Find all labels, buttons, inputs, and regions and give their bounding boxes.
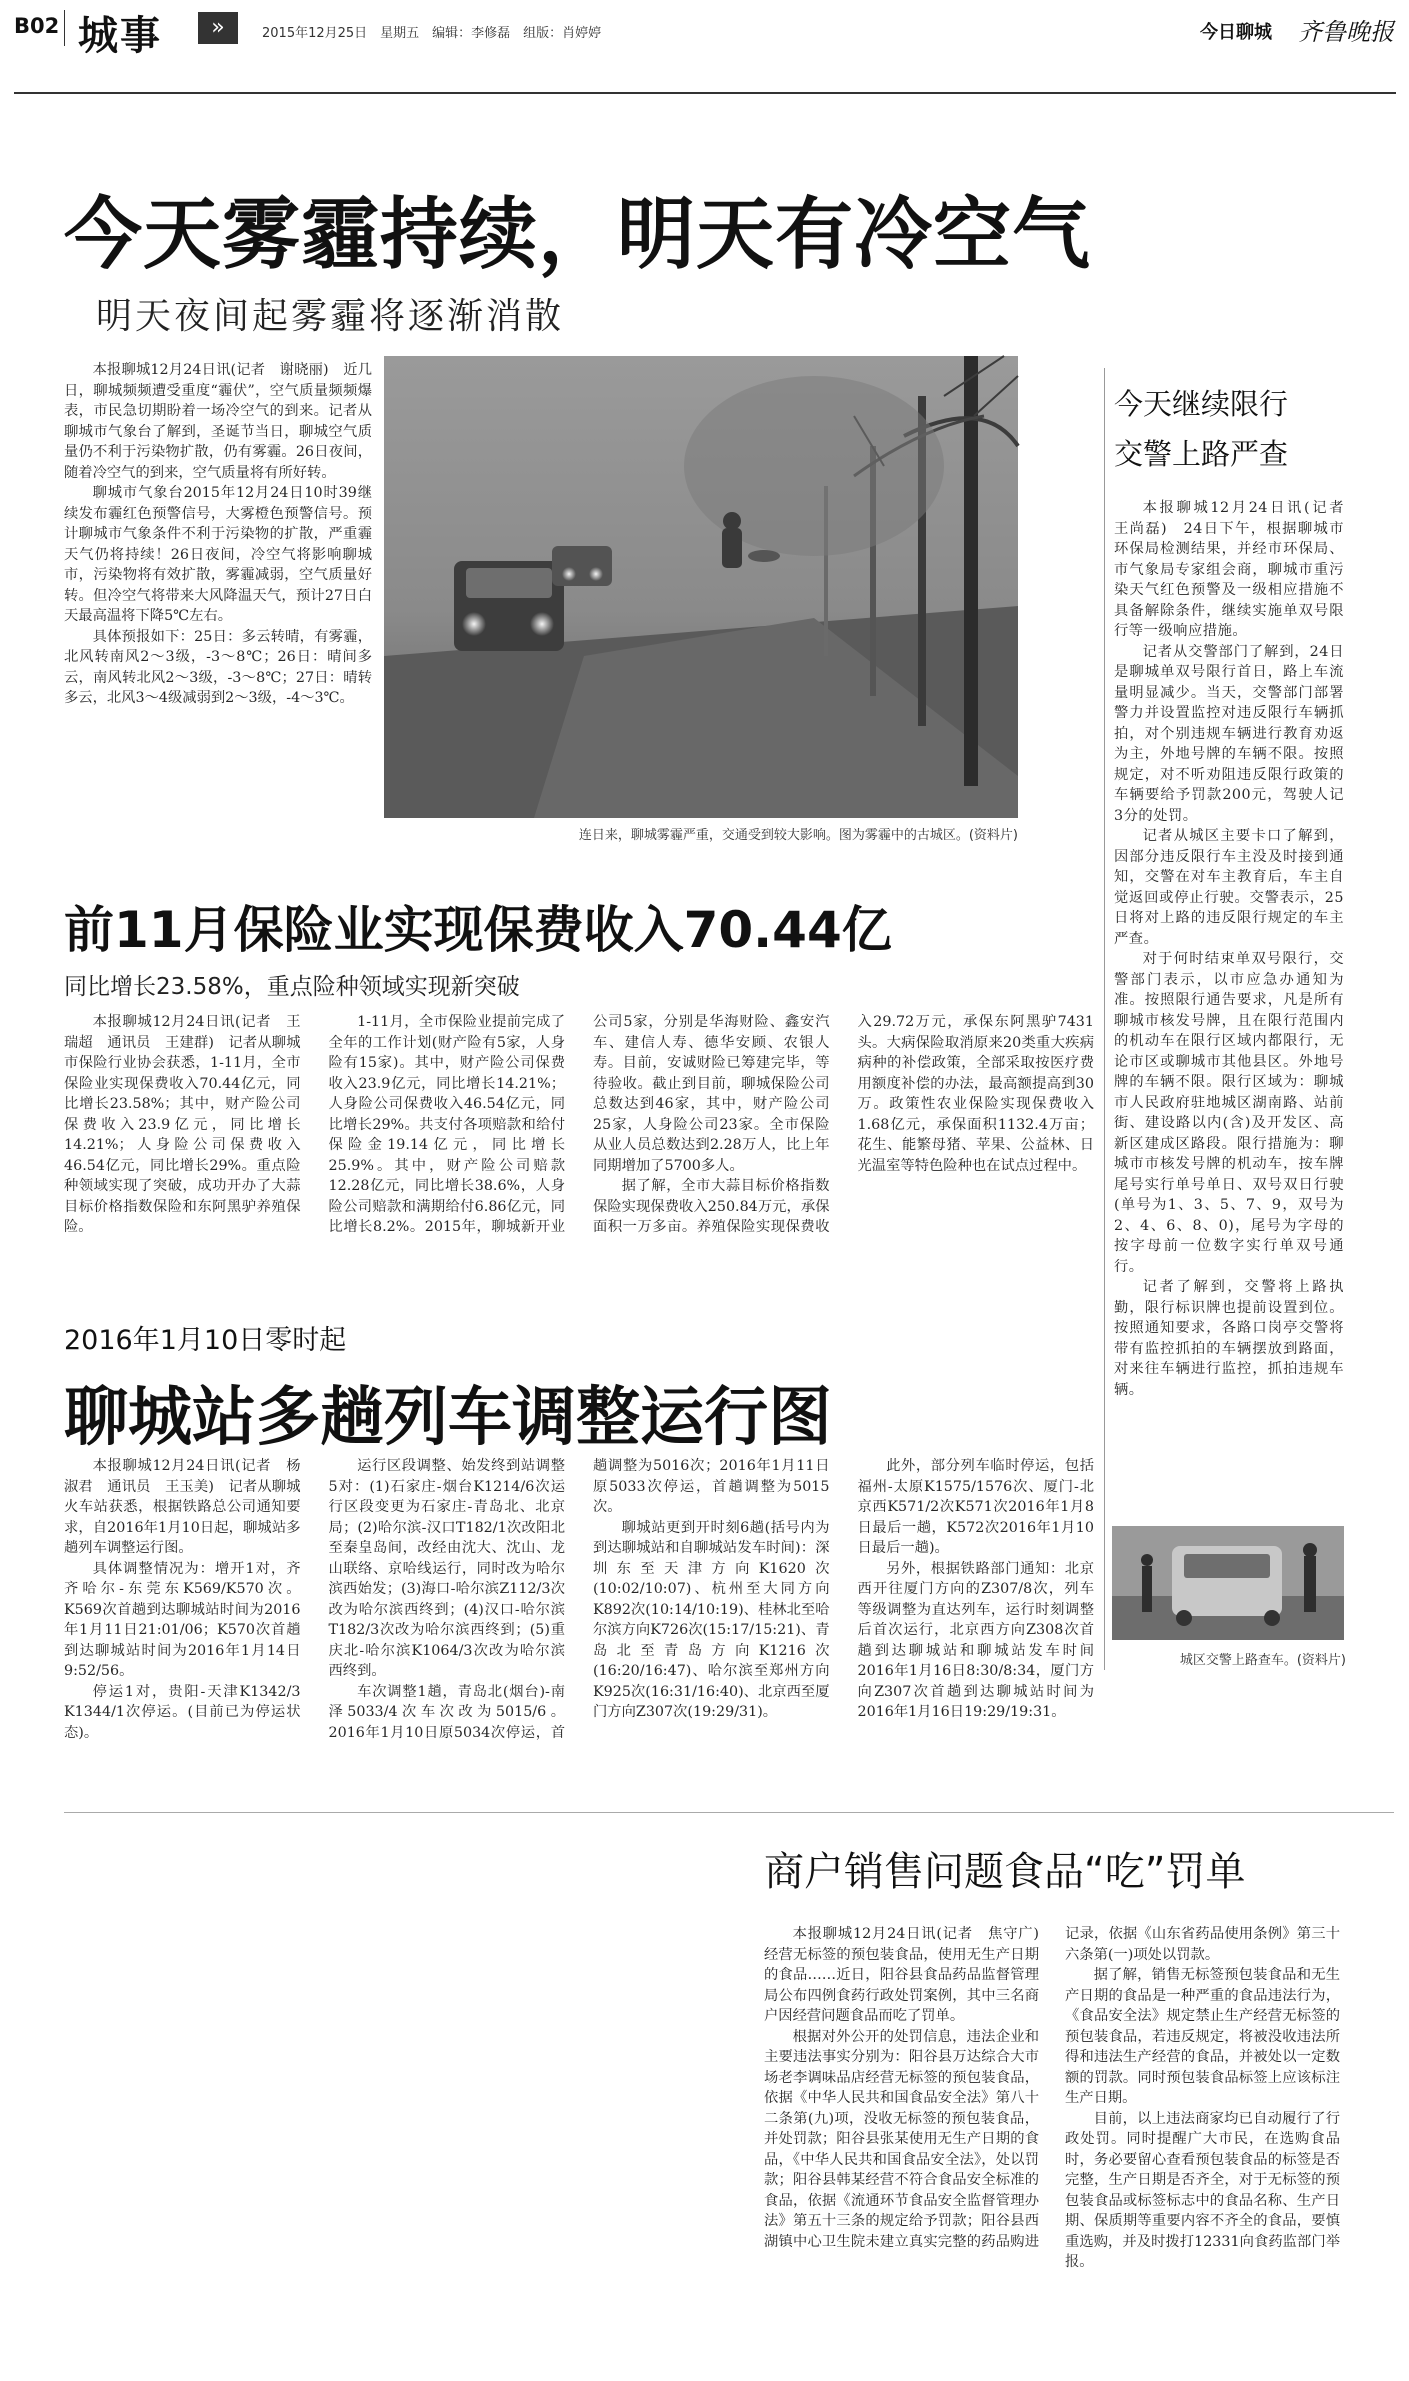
- railway-paragraph: 聊城站更到开时刻6趟(括号内为到达聊城站和自聊城站发车时间)：深圳东至天津方向K1620次(10:02/10:07)、杭州至大同方向K892次(10:14/10:19)、桂林北至哈尔滨方向K726次(15:17/15:21)、青岛北至青岛方向K1216次(16:20/16:47)、哈尔滨至郑州方向K925次(16:31/16:40)、北京西至厦门方向Z307次(19:29/31)。: [593, 1519, 830, 1720]
- section-name: 城事: [78, 13, 162, 59]
- sidebar-body: [1114, 498, 1359, 1518]
- insurance-paragraph: 据了解，全市大蒜目标价格指数保险实现保费收入250.84万元，承保面积一万多亩。养殖保险实现保费收入29.72万元，承保东阿黑驴7431头。大病保险取消原来20类重大疾病病种的补偿政策，全部采取按医疗费用额度补偿的办法，最高额提高到30万。政策性农业保险实现保费收入1.68亿元，承保面积1132.4万亩；花生、能繁母猪、苹果、公益林、日光温室等特色险种也在试点过程中。: [593, 1014, 1094, 1235]
- railway-paragraph: 具体调整情况为：增开1对，齐齐哈尔-东莞东K569/K570次。K569次首趟到达聊城站时间为2016年1月11日21:01/06；K570次首趟到达聊城站时间为2016年1月14日9:52/56。: [64, 1560, 301, 1679]
- insurance-body: [64, 1012, 1094, 1302]
- sidebar-headline: [1114, 382, 1404, 473]
- traffic-police-photo: [1112, 1526, 1344, 1640]
- railway-paragraph: 停运1对，贵阳-天津K1342/3 K1344/1次停运。(目前已为停运状态)。: [64, 1683, 301, 1741]
- sidebar-paragraph: 对于何时结束单双号限行，交警部门表示，以市应急办通知为准。按照限行通告要求，凡是所有聊城市核发号牌，且在限行范围内的机动车在限行区域内都限行，无论市区或聊城市其他县区。外地号牌的车辆不限。限行区域为：聊城市人民政府驻地城区湖南路、站前街、建设路以内(含)及开发区、高新区建成区路段。限行措施为：聊城市市核发号牌的机动车，按车牌尾号实行单号单日、双号双日行驶(单号为1、3、5、7、9，双号为2、4、6、8、0)，尾号为字母的按字母前一位数字实行单双号通行。: [1114, 951, 1344, 1275]
- railway-paragraph: 此外，部分列车临时停运，包括福州-太原K1575/1576次、厦门-北京西K571/2次K571次2016年1月8日最后一趟，K572次2016年1月10日最后一趟)。: [857, 1458, 1094, 1556]
- food-headline: 商户销售问题食品“吃”罚单: [764, 1849, 1246, 1895]
- lead-paragraph: 聊城市气象台2015年12月24日10时39继续发布霾红色预警信号，大雾橙色预警信号。预计聊城市气象条件不利于污染物的扩散，严重霾天气仍将持续！26日夜间，冷空气将影响聊城市，污染物将有效扩散，雾霾减弱，空气质量好转。但冷空气将带来大风降温天气，预计27日白天最高温将下降5℃左右。: [64, 485, 372, 624]
- railway-paragraph: 另外，根据铁路部门通知：北京西开往厦门方向的Z307/8次，列车等级调整为直达列车，运行时刻调整后首次运行，北京西方向Z308次首趟到达聊城站和聊城站发车时间2016年1月16日8:30/8:34，厦门方向Z307次首趟到达聊城站时间为2016年1月16日19:29/19:31。: [857, 1560, 1094, 1720]
- masthead-meta: 2015年12月25日 星期五 编辑：李修磊 组版：肖婷婷: [262, 26, 602, 41]
- food-paragraph: 目前，以上违法商家均已自动履行了行政处罚。同时提醒广大市民，在选购食品时，务必要留心查看预包装食品的标签是否完整，生产日期是否齐全，对于无标签的预包装食品或标签标志中的食品名称、生产日期、保质期等重要内容不齐全的食品，要慎重选购，并及时拨打12331向食药监部门举报。: [1065, 2110, 1340, 2270]
- lead-headline: 今天雾霾持续，明天有冷空气: [64, 190, 1092, 280]
- railway-paragraph: 车次调整1趟，青岛北(烟台)-南泽5033/4次车次改为5015/6。2016年1月10日原5034次停运，首趟调整为5016次；2016年1月11日原5033次停运，首趟调整为5015次。: [328, 1458, 830, 1741]
- lead-photo-caption: 连日来，聊城雾霾严重，交通受到较大影响。图为雾霾中的古城区。(资料片): [578, 828, 1018, 843]
- food-paragraph: 本报聊城12月24日讯(记者 焦守广) 经营无标签的预包装食品，使用无生产日期的食品……近日，阳谷县食品药品监督管理局公布四例食药行政处罚案例，其中三名商户因经营问题食品而吃了罚单。: [764, 1926, 1054, 2024]
- masthead-right-label: 今日聊城: [1200, 22, 1272, 43]
- insurance-headline: 前11月保险业实现保费收入70.44亿: [64, 901, 892, 959]
- lead-paragraph: 具体预报如下：25日：多云转晴，有雾霾，北风转南风2～3级，-3～8℃；26日：晴间多云，南风转北风2～3级，-3～8℃；27日：晴转多云，北风3～4级减弱到2～3级，-4～3℃。: [64, 628, 372, 706]
- lead-subhead: 明天夜间起雾霾将逐渐消散: [96, 296, 565, 337]
- railway-headline: 聊城站多趟列车调整运行图: [64, 1381, 832, 1455]
- food-body: [764, 1924, 1340, 2354]
- paper-logo: 齐鲁晚报: [1298, 18, 1394, 46]
- page-number: B02: [14, 14, 60, 38]
- railway-kicker: 2016年1月10日零时起: [64, 1325, 347, 1356]
- police-scene-illustration: [1112, 1526, 1344, 1640]
- section-arrow-icon: »: [198, 12, 238, 44]
- masthead-rule: [14, 92, 1396, 94]
- sidebar-paragraph: 记者从城区主要卡口了解到，因部分违反限行车主没及时接到通知，交警在对车主教育后，车主自觉返回或停止行驶。交警表示，25日将对上路的违反限行规定的车主严查。: [1114, 828, 1344, 947]
- sidebar-paragraph: 记者了解到，交警将上路执勤，限行标识牌也提前设置到位。按照通知要求，各路口岗亭交警将带有监控抓拍的车辆摆放到路面，对来往车辆进行监控，抓拍违规车辆。: [1114, 1279, 1344, 1398]
- lead-body: [64, 360, 372, 840]
- masthead: [0, 0, 1409, 62]
- railway-body: [64, 1456, 1094, 1786]
- insurance-subhead: 同比增长23.58%，重点险种领域实现新突破: [64, 974, 520, 1000]
- food-paragraph: 根据对外公开的处罚信息，违法企业和主要违法事实分别为：阳谷县万达综合大市场老李调味品店经营无标签的预包装食品，依据《中华人民共和国食品安全法》第八十二条第(九)项，没收无标签的预包装食品，并处罚款；阳谷县张某使用无生产日期的食品，《中华人民共和国食品安全法》，处以罚款；阳谷县韩某经营不符合食品安全标准的食品，依据《流通环节食品安全监督管理办法》第五十三条的规定给予罚款；阳谷县西湖镇中心卫生院未建立真实完整的药品购进记录，依据《山东省药品使用条例》第三十六条第(一)项处以罚款。: [764, 1926, 1340, 2250]
- smog-scene-illustration: [384, 356, 1018, 818]
- food-section-rule: [64, 1812, 1394, 1813]
- lead-paragraph: 本报聊城12月24日讯(记者 谢晓丽) 近几日，聊城频频遭受重度“霾伏”，空气质量频频爆表，市民急切期盼着一场冷空气的到来。记者从聊城市气象台了解到，圣诞节当日，聊城空气质量仍不利于污染物扩散，仍有雾霾。26日夜间，随着冷空气的到来，空气质量将有所好转。: [64, 362, 372, 481]
- smog-street-photo: [384, 356, 1018, 818]
- masthead-divider: [64, 10, 65, 46]
- railway-paragraph: 本报聊城12月24日讯(记者 杨淑君 通讯员 王玉美) 记者从聊城火车站获悉，根据铁路总公司通知要求，自2016年1月10日起，聊城站多趟列车调整运行图。: [64, 1458, 301, 1556]
- sidebar-paragraph: 记者从交警部门了解到，24日是聊城单双号限行首日，路上车流量明显减少。当天，交警部门部署警力并设置监控对违反限行车辆抓拍，对个别违规车辆进行教育劝返为主，外地号牌的车辆不限。按照规定，对不听劝阻违反限行政策的车辆要给予罚款200元，驾驶人记3分的处罚。: [1114, 643, 1344, 824]
- sidebar-paragraph: 本报聊城12月24日讯(记者 王尚磊) 24日下午，根据聊城市环保局检测结果，并经市环保局、市气象局专家组会商，聊城市重污染天气红色预警及一级相应措施不具备解除条件，继续实施单双号限行等一级响应措施。: [1114, 500, 1359, 639]
- sidebar-headline-line1: 今天继续限行: [1114, 387, 1289, 421]
- food-paragraph: 据了解，销售无标签预包装食品和无生产日期的食品是一种严重的食品违法行为，《食品安全法》规定禁止生产经营无标签的预包装食品，若违反规定，将被没收违法所得和违法生产经营的食品，并被处以一定数额的罚款。同时预包装食品标签上应该标注生产日期。: [1065, 1967, 1340, 2106]
- insurance-paragraph: 本报聊城12月24日讯(记者 王瑞超 通讯员 王建群) 记者从聊城市保险行业协会获悉，1-11月，全市保险业实现保费收入70.44亿元，同比增长23.58%；其中，财产险公司保费收入23.9亿元，同比增长14.21%；人身险公司保费收入46.54亿元，同比增长29%。重点险种领域实现了突破，成功开办了大蒜目标价格指数保险和东阿黑驴养殖保险。: [64, 1014, 301, 1235]
- railway-paragraph: 运行区段调整、始发终到站调整5对：(1)石家庄-烟台K1214/6次运行区段变更为石家庄-青岛北、北京局；(2)哈尔滨-汉口T182/1次改阳北至秦皇岛间，改经由沈大、沈山、龙山联络、京哈线运行，同时改为哈尔滨西始发；(3)海口-哈尔滨Z112/3次改为哈尔滨西终到；(4)汉口-哈尔滨T182/3次改为哈尔滨西终到；(5)重庆北-哈尔滨K1064/3次改为哈尔滨西终到。: [328, 1458, 565, 1679]
- sidebar-photo-caption: 城区交警上路查车。(资料片): [1179, 1653, 1346, 1668]
- insurance-paragraph: 1-11月，全市保险业提前完成了全年的工作计划(财产险有5家，人身险有15家)。其中，财产险公司保费收入23.9亿元，同比增长14.21%；人身险公司保费收入46.54亿元，同比增长29%。共支付各项赔款和给付保险金19.14亿元，同比增长25.9%。其中，财产险公司赔款12.28亿元，同比增长38.6%，人身险公司赔款和满期给付6.86亿元，同比增长8.2%。2015年，聊城新开业公司5家，分别是华海财险、鑫安汽车、建信人寿、德华安顾、农银人寿。目前，安诚财险已筹建完毕，等待验收。截止到目前，聊城保险公司总数达到46家，其中，财产险公司25家，人身险公司23家。全市保险从业人员总数达到2.28万人，比上年同期增加了5700多人。: [328, 1014, 830, 1235]
- sidebar-divider: [1104, 368, 1105, 1670]
- sidebar-headline-line2: 交警上路严查: [1114, 437, 1289, 471]
